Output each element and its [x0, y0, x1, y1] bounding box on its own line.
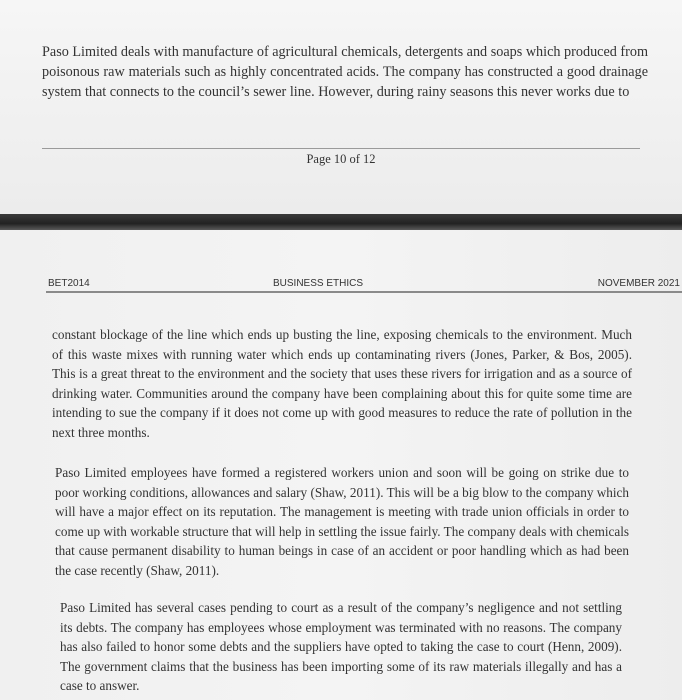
header-course-name: BUSINESS ETHICS	[273, 278, 364, 289]
header-date: NOVEMBER 2021	[597, 278, 680, 289]
paragraph-top: Paso Limited deals with manufacture of agricultural chemicals, detergents and soaps which produced from poisonous raw materials such as highly concentrated acids. The company has constructed a good drainage system that connects to the council’s sewer line. However, during rainy seasons this never works due to	[42, 44, 648, 100]
page-separator	[0, 214, 682, 230]
document-page-top	[0, 0, 682, 214]
paragraph-workers-union: Paso Limited employees have formed a registered workers union and soon will be going on strike due to poor working conditions, allowances and salary (Shaw, 2011). This will be a big blow to the company which will have a major effect on its reputation. The management is meeting with trade union officials in order to come up with workable structure that will help in settling the issue fairly. The company deals with chemicals that cause permanent disability to human beings in case of an accident or poor handling which as had been the case recently (Shaw, 2011).	[55, 465, 629, 578]
paragraph-pollution: constant blockage of the line which ends up busting the line, exposing chemicals to the environment. Much of this waste mixes with running water which ends up contaminating rivers (Jones, Parker, & Bos, 2005). This is a great threat to the environment and the society that uses these rivers for irrigation and as a source of drinking water. Communities around the company have been complaining about this for quite some time are intending to sue the company if it does not come up with good measures to reduce the rate of pollution in the next three months.	[52, 327, 632, 440]
paragraph-court-cases: Paso Limited has several cases pending to court as a result of the company’s negligence and not settling its debts. The company has employees whose employment was terminated with no reasons. The company has also failed to honor some debts and the suppliers have opted to taking the case to court (Henn, 2009). The government claims that the business has been importing some of its raw materials illegally and has a case to answer.	[60, 600, 622, 693]
page-number: Page 10 of 12	[306, 152, 376, 166]
header-course-code: BET2014	[48, 278, 90, 289]
footer-divider	[42, 148, 640, 149]
header-divider	[46, 291, 682, 293]
